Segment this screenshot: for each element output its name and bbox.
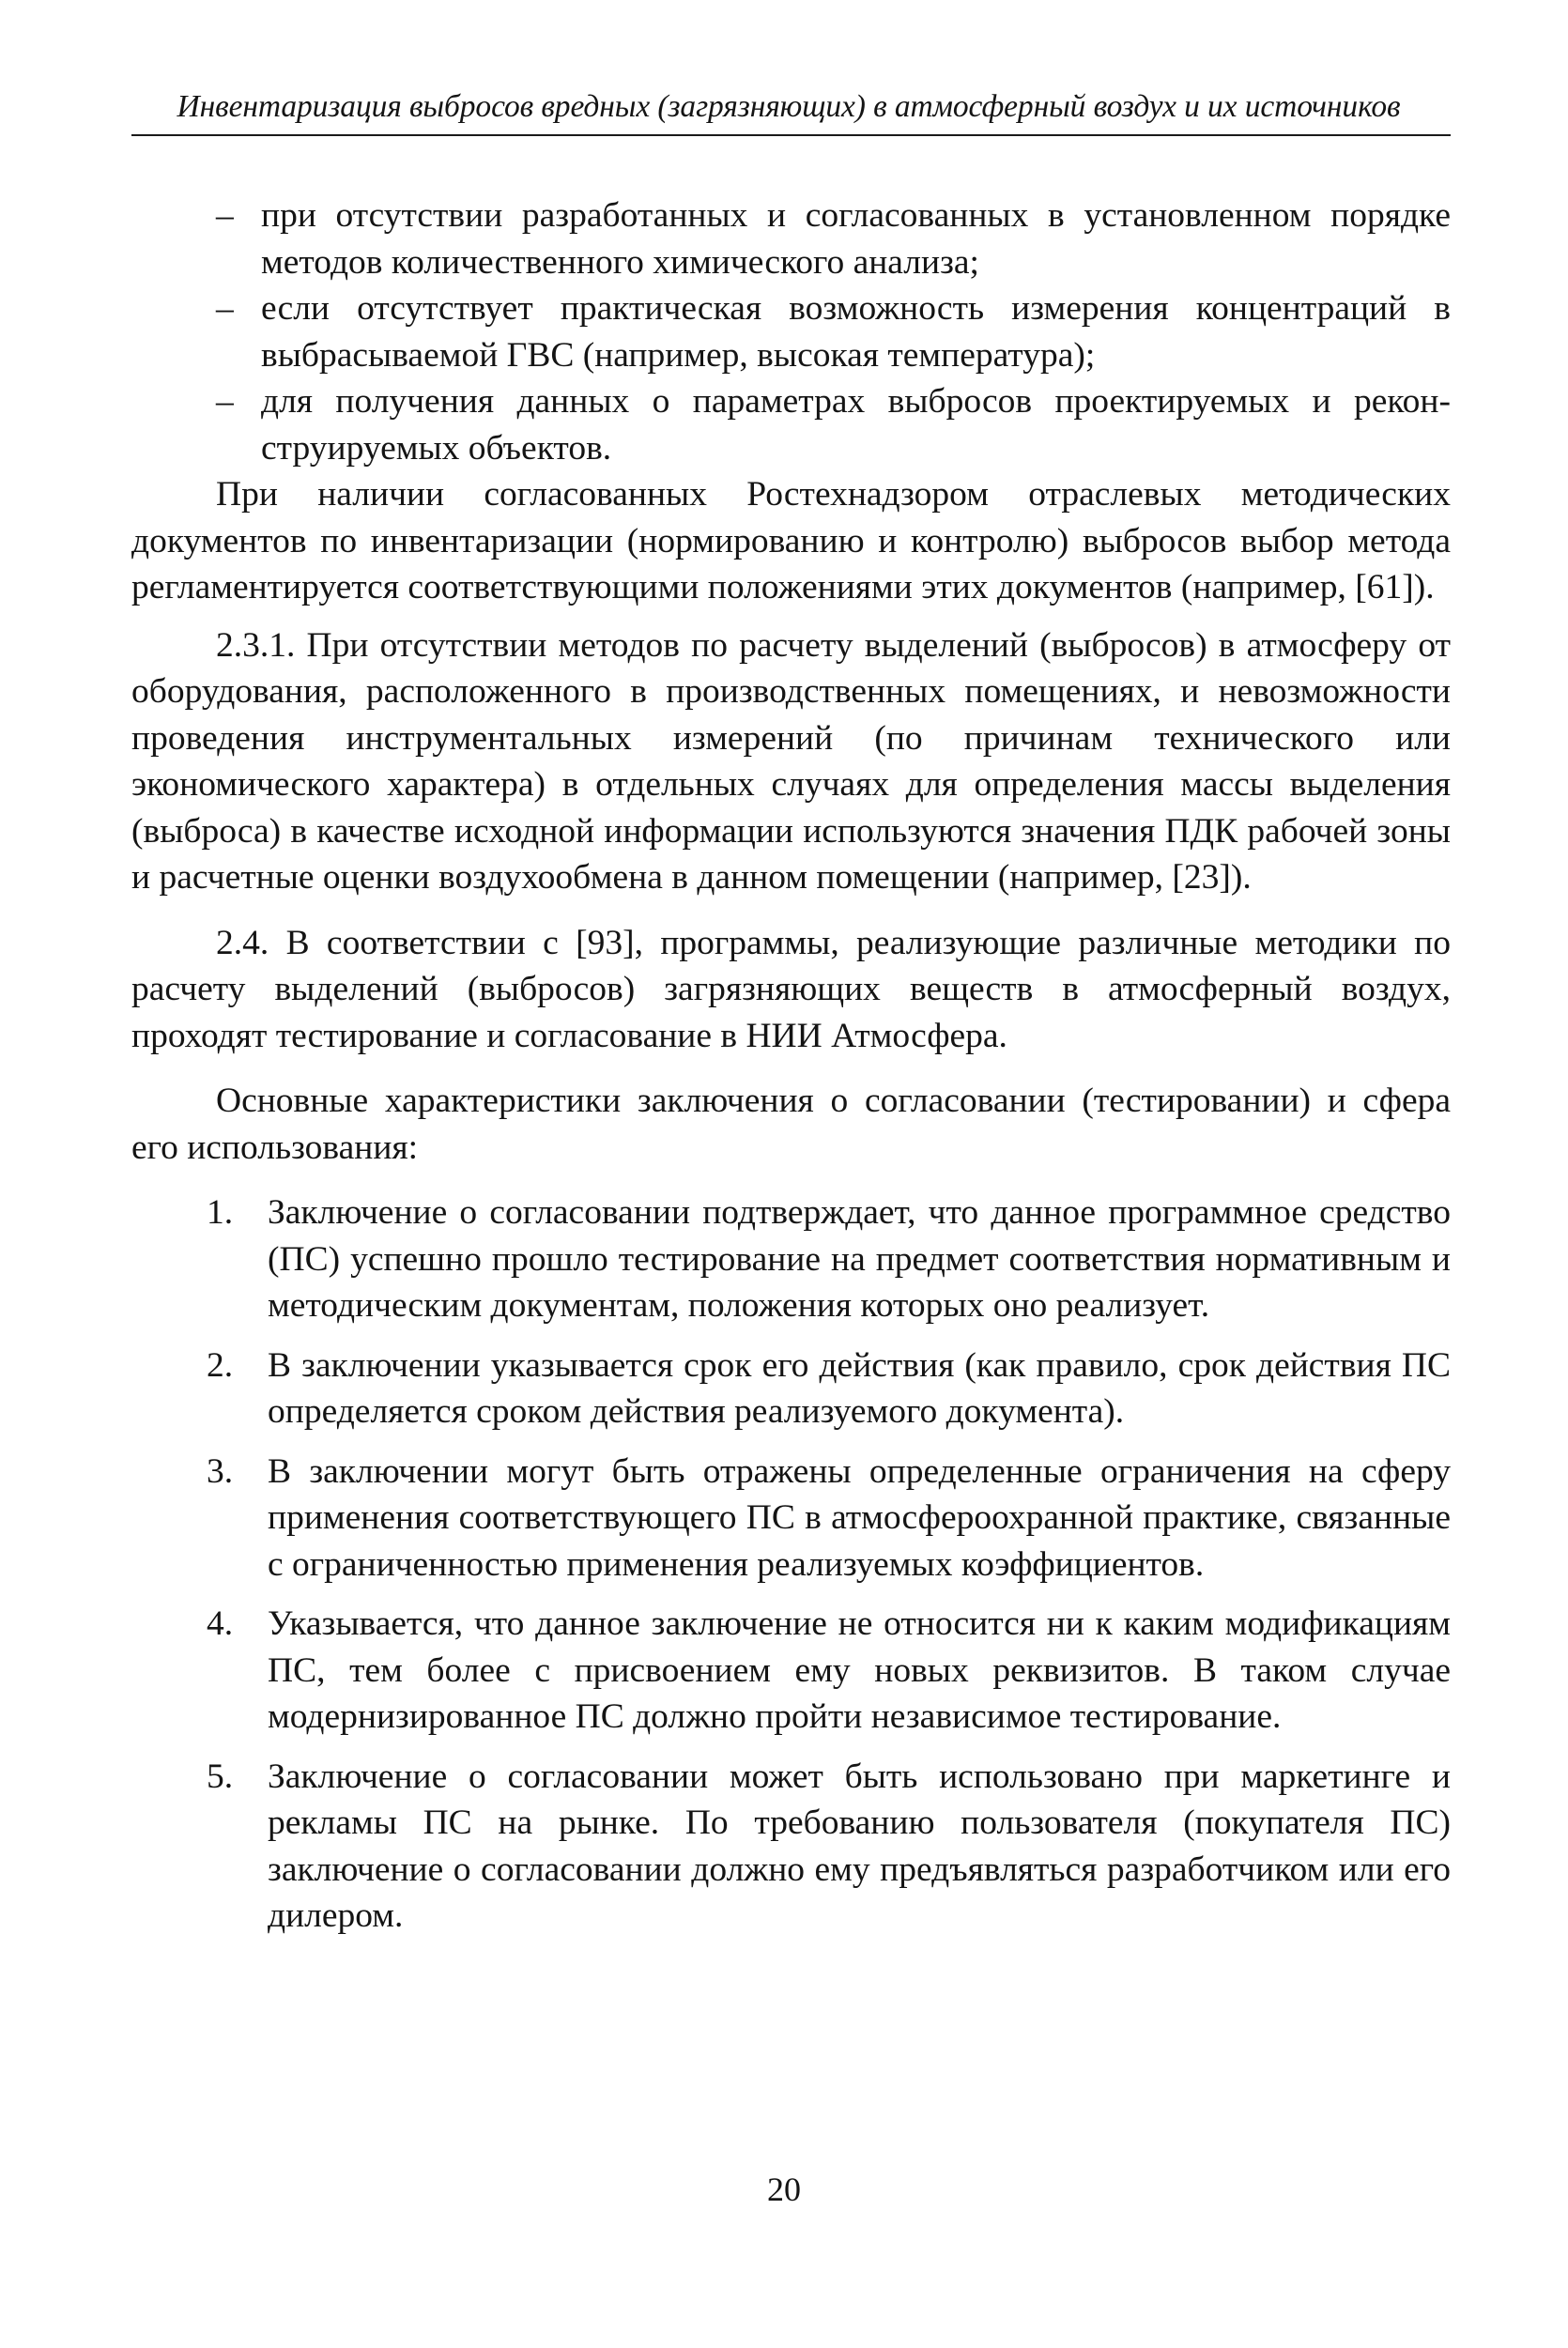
- dash-list-item: [131, 192, 1451, 285]
- dash-list-item-text: если отсутствует практическая возможность измерения концентраций в выбрасываемой ГВС (например, высокая температура);: [261, 289, 1451, 375]
- dash-list-item-text: для получения данных о параметрах выбросов проектируемых и реконструируемых объектов.: [261, 382, 1451, 468]
- dash-list-item-text: при отсутствии разработанных и согласованных в установленном порядке методов количественного химического анализа;: [261, 196, 1451, 282]
- numbered-list-item: [131, 1343, 1451, 1435]
- numbered-item-text: Заключение о согласовании подтверждает, что данное программное средство (ПС) успешно прошло тестирование на предмет соответствия нормативным и методическим документам, положения которых оно реализует.: [268, 1193, 1451, 1325]
- running-header: Инвентаризация выбросов вредных (загрязняющих) в атмосферный воздух и их источников: [177, 89, 1401, 124]
- page-body: [131, 192, 1451, 1953]
- page-number: 20: [767, 2171, 801, 2208]
- numbered-list-item: [131, 1754, 1451, 1940]
- numbered-item-text: Указывается, что данное заключение не относится ни к каким модификациям ПС, тем более с присвоением ему новых реквизитов. В таком случае модернизированное ПС должно пройти независимое тестирование.: [268, 1604, 1451, 1736]
- item-number: 5.: [207, 1757, 234, 1796]
- item-number: 3.: [207, 1451, 234, 1491]
- item-number: 1.: [207, 1193, 234, 1232]
- dash-bullet: –: [216, 382, 234, 421]
- dash-bullet: –: [216, 289, 234, 328]
- numbered-list-item: [131, 1189, 1451, 1329]
- header-rule: [131, 134, 1451, 136]
- numbered-list-item: [131, 1449, 1451, 1588]
- numbered-item-text: Заключение о согласовании может быть использовано при маркетинге и рекламы ПС на рынке. По требованию пользователя (покупателя ПС) заключение о согласовании должно ему предъявляться разработчиком или его дилером.: [268, 1757, 1451, 1935]
- paragraph-characteristics-intro: Основные характеристики заключения о согласовании (тестировании) и сфера его использования:: [131, 1082, 1451, 1167]
- paragraph-2-3-1: 2.3.1. При отсутствии методов по расчету выделений (выбросов) в атмосферу от оборудования, расположенного в производственных помещениях, и невозможности проведения инструментальных измерений (по причинам технического или экономического характера) в отдельных случаях для определения массы выделения (выброса) в качестве исходной информации используются значения ПДК рабочей зоны и расчетные оценки воздухообмена в данном помещении (например, [23]).: [131, 625, 1451, 897]
- dash-bullet: –: [216, 196, 234, 235]
- dash-list-item: [131, 285, 1451, 378]
- item-number: 2.: [207, 1345, 234, 1385]
- dash-list-item: [131, 378, 1451, 471]
- numbered-list-item: [131, 1601, 1451, 1741]
- numbered-item-text: В заключении могут быть отражены определенные ограничения на сферу применения соответствующего ПС в атмосфероохранной практике, связанные с ограниченностью применения реализуемых коэффициентов.: [268, 1451, 1451, 1584]
- dash-list: [131, 192, 1451, 471]
- numbered-list: [131, 1189, 1451, 1940]
- item-number: 4.: [207, 1604, 234, 1643]
- numbered-item-text: В заключении указывается срок его действия (как правило, срок действия ПС определяется сроком действия реализуемого документа).: [268, 1345, 1451, 1431]
- paragraph-2-4: 2.4. В соответствии с [93], программы, реализующие различные методики по расчету выделений (выбросов) загрязняющих веществ в атмосферный воздух, проходят тестирование и согласование в НИИ Атмосфера.: [131, 923, 1451, 1055]
- paragraph-methods-documents: При наличии согласованных Ростехнадзором отраслевых методических документов по инвентаризации (нормированию и контролю) выбросов выбор метода регламентируется соответствующими положениями этих документов (например, [61]).: [131, 475, 1451, 606]
